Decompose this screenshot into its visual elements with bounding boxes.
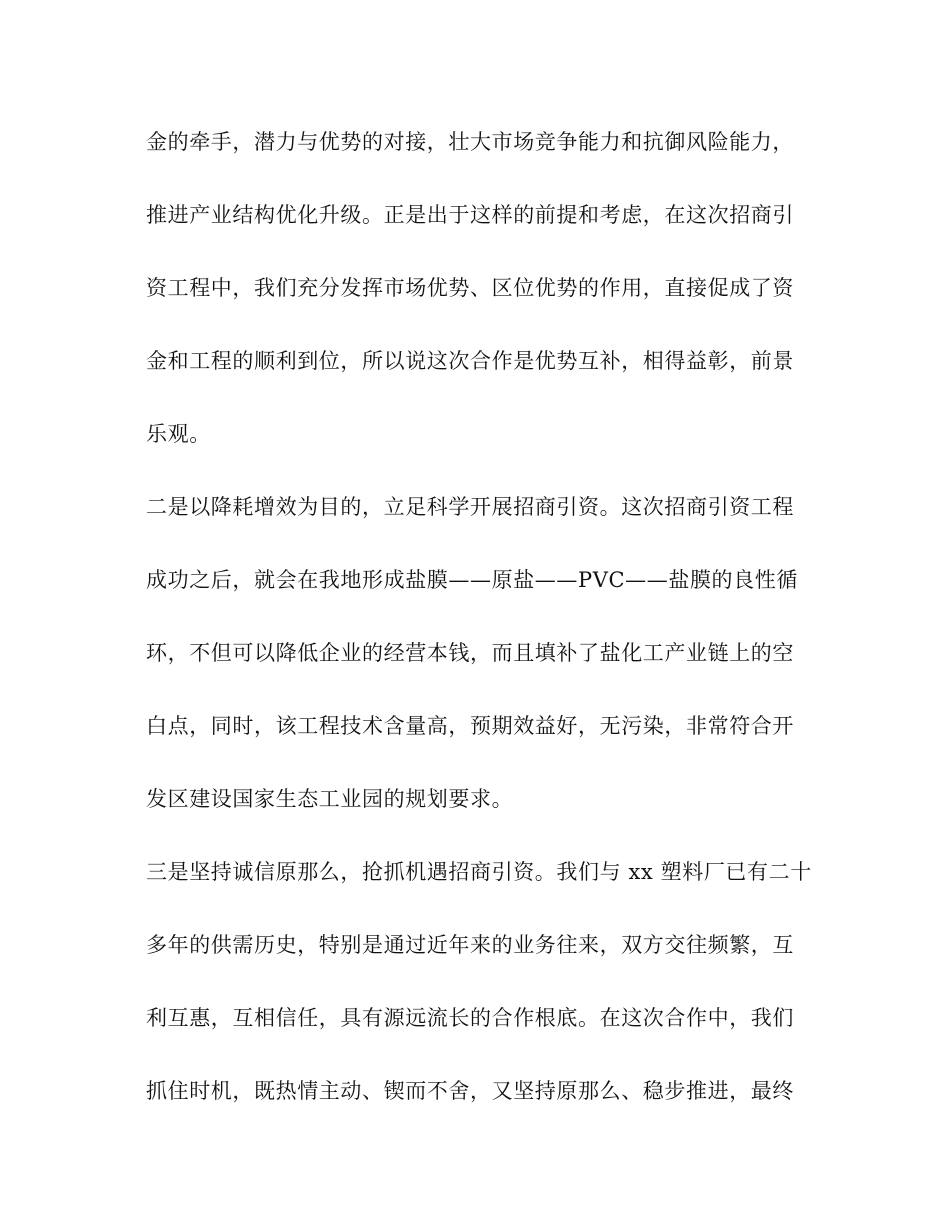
text-line: 推进产业结构优化升级。正是出于这样的前提和考虑，在这次招商引 [146,203,794,227]
text-line: 利互惠，互相信任，具有源远流长的合作根底。在这次合作中，我们 [146,1006,794,1030]
paragraph-start-line: 三是坚持诚信原那么，抢抓机遇招商引资。我们与 xx 塑料厂已有二十 [146,860,812,884]
text-line: 多年的供需历史，特别是通过近年来的业务往来，双方交往频繁，互 [146,933,794,957]
text-line: 白点，同时，该工程技术含量高，预期效益好，无污染，非常符合开 [146,714,794,738]
text-line: 抓住时机，既热情主动、锲而不舍，又坚持原那么、稳步推进，最终 [146,1079,794,1103]
paragraph-start-line: 二是以降耗增效为目的，立足科学开展招商引资。这次招商引资工程 [146,495,794,519]
text-line: 成功之后，就会在我地形成盐膜——原盐——PVC——盐膜的良性循 [146,568,798,592]
text-line: 资工程中，我们充分发挥市场优势、区位优势的作用，直接促成了资 [146,276,794,300]
text-line: 发区建设国家生态工业园的规划要求。 [146,787,514,811]
text-line: 金的牵手，潜力与优势的对接，壮大市场竞争能力和抗御风险能力， [146,130,794,154]
text-line: 乐观。 [146,422,211,446]
text-line: 环，不但可以降低企业的经营本钱，而且填补了盐化工产业链上的空 [146,641,794,665]
text-line: 金和工程的顺利到位，所以说这次合作是优势互补，相得益彰，前景 [146,349,794,373]
